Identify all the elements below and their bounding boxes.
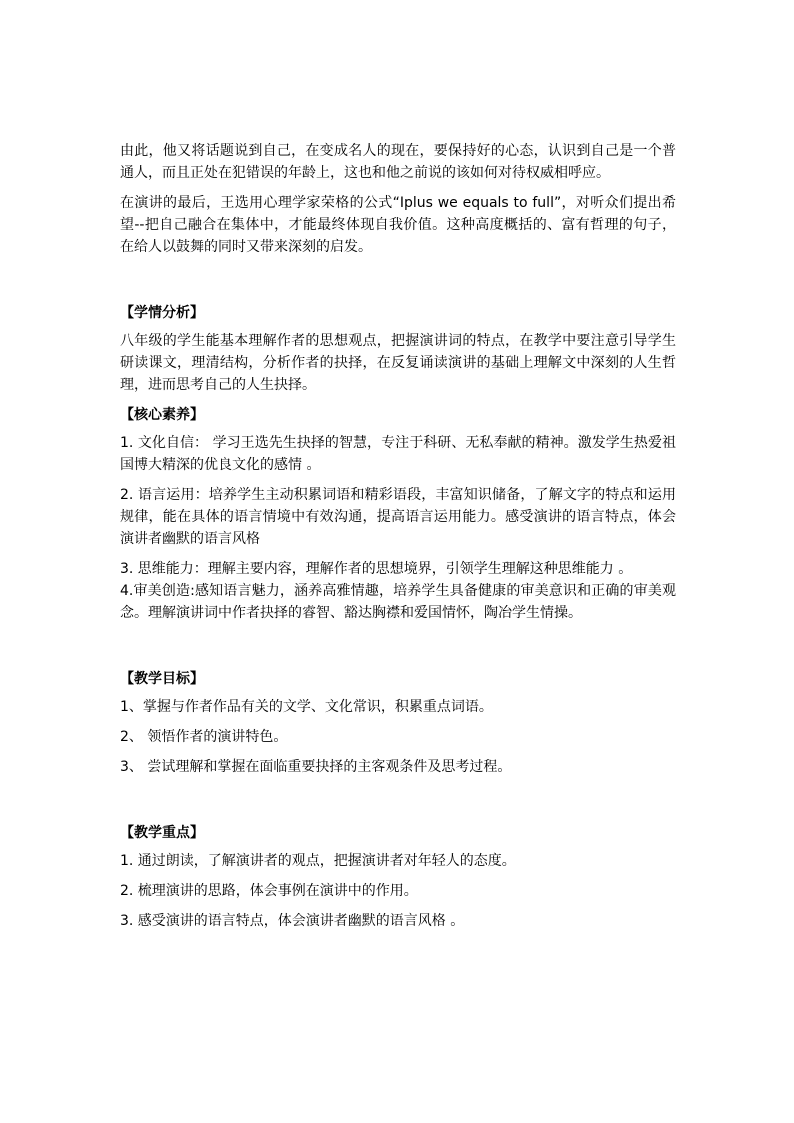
core-literacy-item: 2. 语言运用：培养学生主动积累词语和精彩语段，丰富知识储备，了解文字的特点和运用规律，能在具体的语言情境中有效沟通，提高语言运用能力。感受演讲的语言特点，体会演讲者幽默的语言风格 [120, 487, 676, 547]
document-body [120, 140, 676, 940]
teaching-goal-item: 1、掌握与作者作品有关的文学、文化常识，积累重点词语。 [120, 699, 493, 715]
core-literacy-item: 3. 思维能力：理解主要内容，理解作者的思想境界，引领学生理解这种思维能力 。 [120, 561, 633, 577]
teaching-goal-item: 3、 尝试理解和掌握在面临重要抉择的主客观条件及思考过程。 [120, 759, 512, 775]
teaching-goals-heading: 【教学目标】 [120, 671, 204, 687]
teaching-focus-item: 3. 感受演讲的语言特点，体会演讲者幽默的语言风格 。 [120, 913, 465, 929]
core-literacy-item: 4.审美创造:感知语言魅力，涵养高雅情趣，培养学生具备健康的审美意识和正确的审美观念。理解演讲词中作者抉择的睿智、豁达胸襟和爱国情怀，陶冶学生情操。 [120, 583, 676, 621]
section-spacer [120, 632, 676, 668]
section-spacer [120, 266, 676, 302]
learning-analysis-heading: 【学情分析】 [120, 305, 204, 321]
core-literacy-heading: 【核心素养】 [120, 407, 204, 423]
section-spacer [120, 786, 676, 822]
teaching-focus-item: 1. 通过朗读，了解演讲者的观点，把握演讲者对年轻人的态度。 [120, 853, 516, 869]
teaching-goal-item: 2、 领悟作者的演讲特色。 [120, 729, 288, 745]
teaching-focus-heading: 【教学重点】 [120, 825, 204, 841]
intro-paragraph-2: 在演讲的最后，王选用心理学家荣格的公式“Iplus we equals to full”，对听众们提出希望--把自己融合在集体中，才能最终体现自我价值。这种高度概括的、富有哲理的句子，在给人以鼓舞的同时又带来深刻的启发。 [120, 195, 676, 255]
intro-paragraph-1: 由此，他又将话题说到自己，在变成名人的现在，要保持好的心态，认识到自己是一个普通人，而且正处在犯错误的年龄上，这也和他之前说的该如何对待权威相呼应。 [120, 143, 676, 181]
core-literacy-item: 1. 文化自信： 学习王选先生抉择的智慧，专注于科研、无私奉献的精神。激发学生热爱祖国博大精深的优良文化的感情 。 [120, 435, 676, 473]
teaching-focus-item: 2. 梳理演讲的思路，体会事例在演讲中的作用。 [120, 883, 418, 899]
learning-analysis-text: 八年级的学生能基本理解作者的思想观点，把握演讲词的特点，在教学中要注意引导学生研读课文，理清结构，分析作者的抉择，在反复诵读演讲的基础上理解文中深刻的人生哲理，进而思考自己的人生抉择。 [120, 333, 676, 393]
